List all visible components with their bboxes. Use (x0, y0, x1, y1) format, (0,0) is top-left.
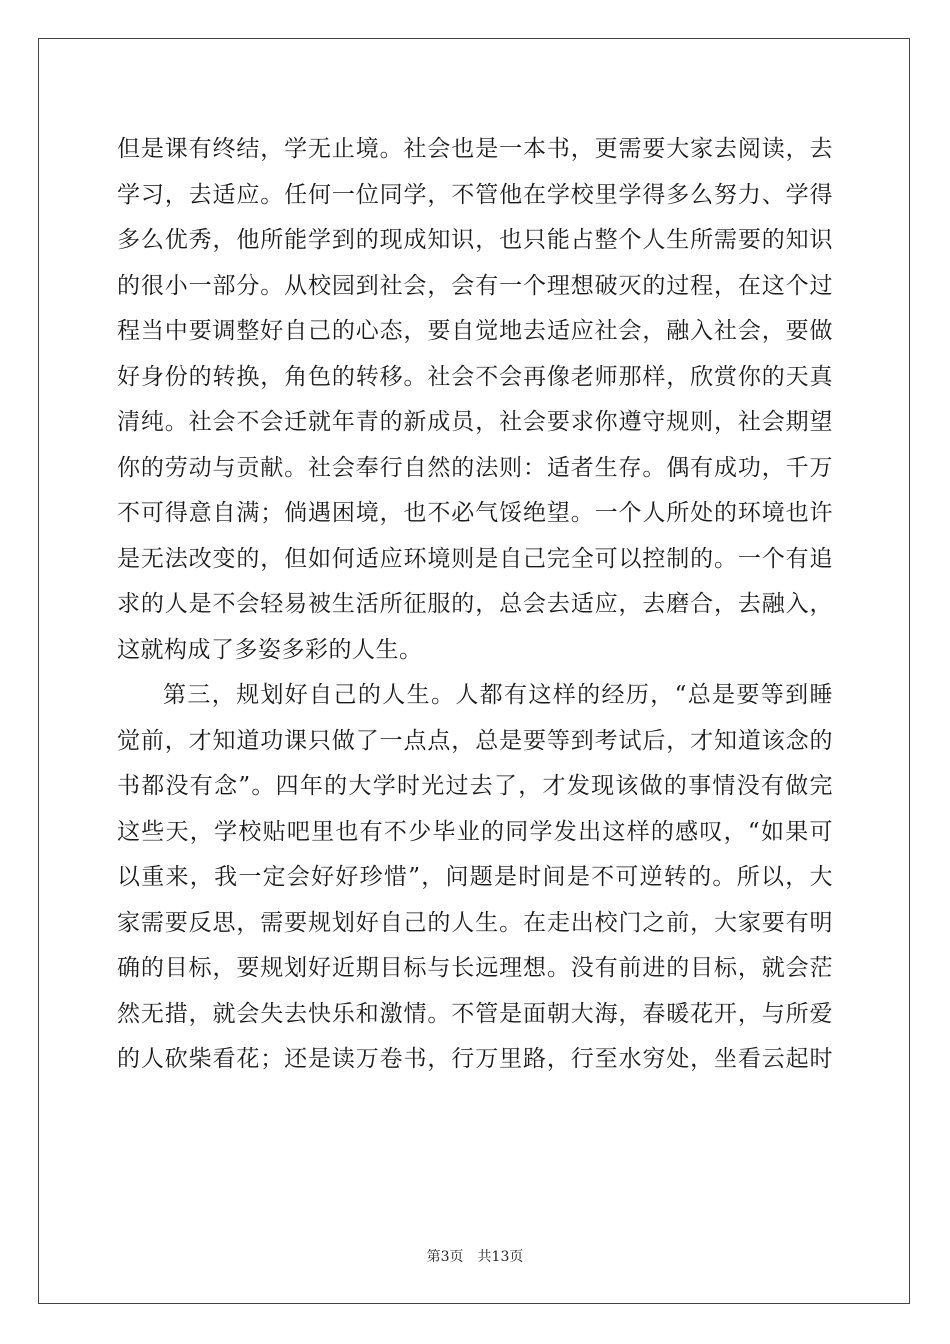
paragraph-end-line: 这就构成了多姿多彩的人生。 (117, 636, 423, 663)
text-line: 清纯。社会不会迁就年青的新成员，社会要求你遵守规则，社会期望 (117, 409, 833, 435)
document-body (117, 127, 833, 1083)
text-line: 然无措，就会失去快乐和激情。不管是面朝大海，春暖花开，与所爱 (117, 1000, 833, 1027)
text-line: 确的目标，要规划好近期目标与长远理想。没有前进的目标，就会茫 (117, 955, 833, 981)
text-line: 的人砍柴看花；还是读万卷书，行万里路，行至水穷处，坐看云起时 (117, 1046, 833, 1072)
text-line: 多么优秀，他所能学到的现成知识，也只能占整个人生所需要的知识 (117, 227, 833, 253)
text-line: 程当中要调整好自己的心态，要自觉地去适应社会，融入社会，要做 (117, 318, 833, 344)
text-line: 求的人是不会轻易被生活所征服的，总会去适应，去磨合，去融入， (117, 591, 833, 617)
text-line: 的很小一部分。从校园到社会，会有一个理想破灭的过程，在这个过 (117, 272, 833, 299)
text-line: 书都没有念”。四年的大学时光过去了，才发现该做的事情没有做完 (117, 773, 833, 799)
text-line: 觉前，才知道功课只做了一点点，总是要等到考试后，才知道该念的 (117, 727, 833, 754)
text-line: 是无法改变的，但如何适应环境则是自己完全可以控制的。一个有追 (117, 545, 833, 572)
page-footer (0, 1246, 950, 1266)
text-line: 但是课有终结，学无止境。社会也是一本书，更需要大家去阅读，去 (117, 136, 833, 162)
text-line: 以重来，我一定会好好珍惜”，问题是时间是不可逆转的。所以，大 (117, 864, 833, 890)
page-total: 共13页 (477, 1249, 524, 1265)
text-line: 不可得意自满；倘遇困境，也不必气馁绝望。一个人所处的环境也许 (117, 500, 833, 526)
text-line: 你的劳动与贡献。社会奉行自然的法则：适者生存。偶有成功，千万 (117, 454, 833, 481)
text-line: 这些天，学校贴吧里也有不少毕业的同学发出这样的感叹，“如果可 (117, 818, 833, 845)
paragraph-start-line: 第三，规划好自己的人生。人都有这样的经历，“总是要等到睡 (163, 682, 833, 708)
text-line: 好身份的转换，角色的转移。社会不会再像老师那样，欣赏你的天真 (117, 363, 833, 390)
page-number: 第3页 (426, 1249, 464, 1265)
text-line: 家需要反思，需要规划好自己的人生。在走出校门之前，大家要有明 (117, 909, 833, 936)
text-line: 学习，去适应。任何一位同学，不管他在学校里学得多么努力、学得 (117, 181, 833, 208)
